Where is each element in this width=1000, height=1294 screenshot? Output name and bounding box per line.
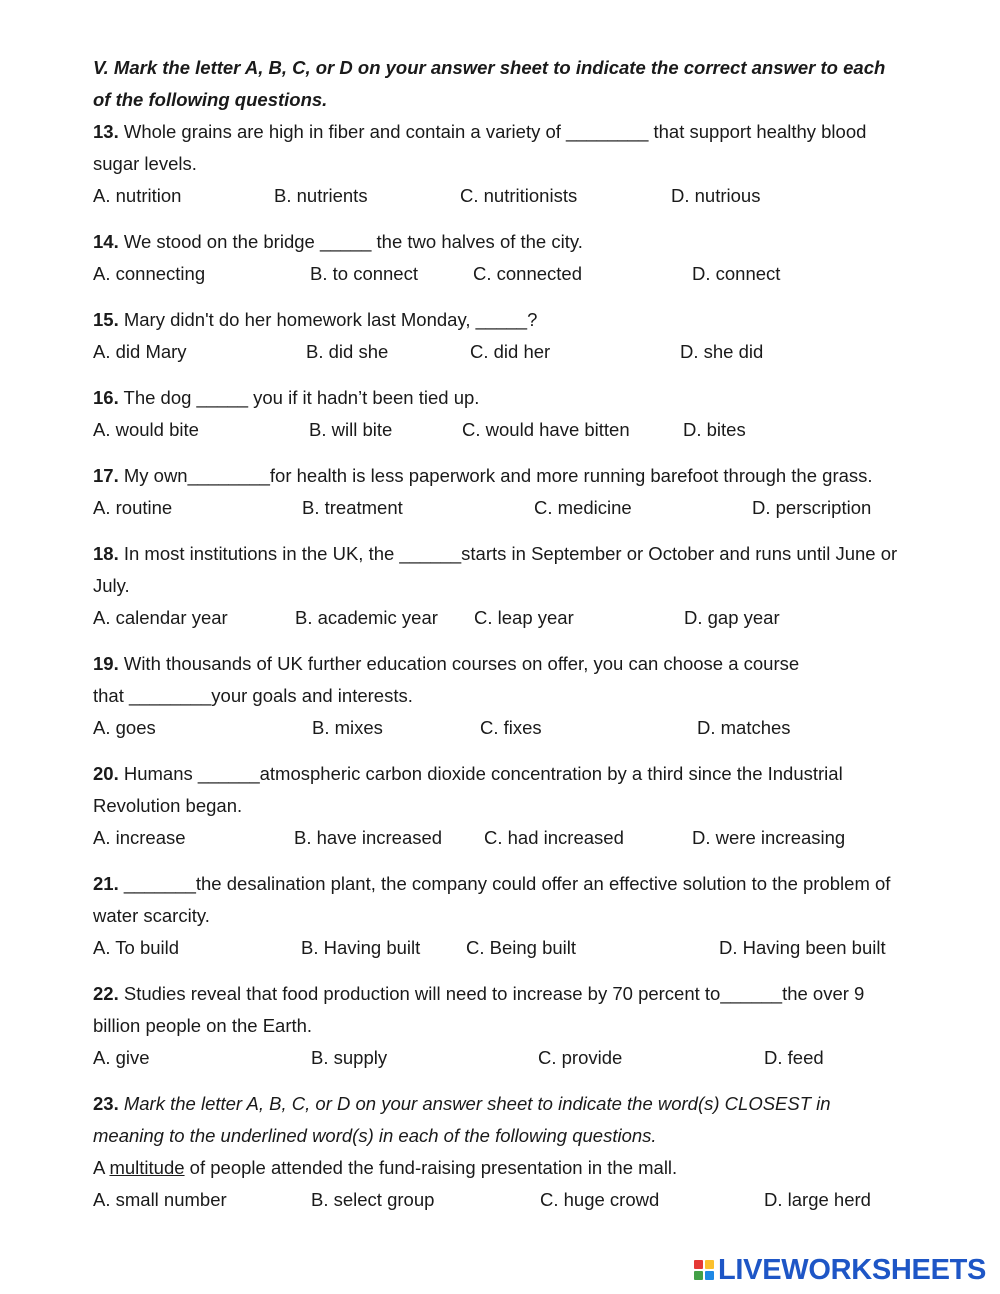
question-22 xyxy=(93,978,953,1074)
option-c[interactable]: C. connected xyxy=(473,263,583,284)
option-d[interactable]: D. large herd xyxy=(764,1189,871,1210)
option-a[interactable]: A. did Mary xyxy=(93,341,187,362)
question-text-line xyxy=(93,868,953,900)
question-text: We stood on the bridge _____ the two halves of the city. xyxy=(123,231,583,252)
question-18 xyxy=(93,538,953,634)
question-text-line: sugar levels. xyxy=(93,153,197,174)
question-text: The dog _____ you if it hadn’t been tied up. xyxy=(123,387,480,408)
option-c[interactable]: C. Being built xyxy=(466,937,577,958)
question-text-line xyxy=(93,758,953,790)
question-text-line xyxy=(93,648,953,680)
question-text: With thousands of UK further education courses on offer, you can choose a course xyxy=(123,653,800,674)
option-b[interactable]: B. will bite xyxy=(309,419,393,440)
option-d[interactable]: D. gap year xyxy=(684,607,780,628)
option-d[interactable]: D. perscription xyxy=(752,497,872,518)
question-text-line xyxy=(93,538,953,570)
option-d[interactable]: D. she did xyxy=(680,341,764,362)
option-a[interactable]: A. calendar year xyxy=(93,607,228,628)
option-d[interactable]: D. bites xyxy=(683,419,746,440)
option-b[interactable]: B. mixes xyxy=(312,717,383,738)
option-a[interactable]: A. goes xyxy=(93,717,156,738)
option-a[interactable]: A. routine xyxy=(93,497,173,518)
question-number: 20. xyxy=(93,763,119,784)
options-row xyxy=(93,180,953,212)
brand-name: LIVEWORKSHEETS xyxy=(718,1253,987,1286)
question-21 xyxy=(93,868,953,964)
option-d[interactable]: D. feed xyxy=(764,1047,824,1068)
question-text: Mary didn't do her homework last Monday, _____? xyxy=(123,309,538,330)
question-number: 15. xyxy=(93,309,119,330)
question-text-line: billion people on the Earth. xyxy=(93,1015,313,1036)
question-list xyxy=(93,116,953,1074)
option-b[interactable]: B. nutrients xyxy=(274,185,368,206)
options-row xyxy=(93,414,953,446)
option-c[interactable]: C. leap year xyxy=(474,607,574,628)
question-text-line: water scarcity. xyxy=(93,905,210,926)
logo-squares-icon xyxy=(694,1260,714,1280)
question-number: 21. xyxy=(93,873,119,894)
question-text-line xyxy=(93,382,953,414)
question-number: 18. xyxy=(93,543,119,564)
option-a[interactable]: A. nutrition xyxy=(93,185,182,206)
options-row xyxy=(93,1184,953,1216)
option-d[interactable]: D. were increasing xyxy=(692,827,846,848)
question-text-line xyxy=(93,226,953,258)
option-b[interactable]: B. academic year xyxy=(295,607,438,628)
option-d[interactable]: D. Having been built xyxy=(719,937,886,958)
options-row xyxy=(93,492,953,524)
underlined-word: multitude xyxy=(109,1157,185,1178)
option-d[interactable]: D. matches xyxy=(697,717,791,738)
section-instruction-line-1: V. Mark the letter A, B, C, or D on your answer sheet to indicate the correct answer to each xyxy=(93,57,886,78)
option-c[interactable]: C. had increased xyxy=(484,827,624,848)
question-number: 22. xyxy=(93,983,119,1004)
question-15 xyxy=(93,304,953,368)
option-b[interactable]: B. Having built xyxy=(301,937,421,958)
options-row xyxy=(93,1042,953,1074)
question-number: 16. xyxy=(93,387,119,408)
question-text-line: Revolution began. xyxy=(93,795,243,816)
question-19 xyxy=(93,648,953,744)
option-a[interactable]: A. would bite xyxy=(93,419,199,440)
question-23 xyxy=(93,1088,953,1216)
options-row xyxy=(93,822,953,854)
question-text: Humans ______atmospheric carbon dioxide concentration by a third since the Industrial xyxy=(123,763,843,784)
option-b[interactable]: B. to connect xyxy=(310,263,418,284)
question-17 xyxy=(93,460,953,524)
option-b[interactable]: B. supply xyxy=(311,1047,388,1068)
question-23-sentence: A multitude of people attended the fund-raising presentation in the mall. xyxy=(93,1157,678,1178)
options-row xyxy=(93,712,953,744)
question-16 xyxy=(93,382,953,446)
option-d[interactable]: D. nutrious xyxy=(671,185,761,206)
worksheet xyxy=(93,52,953,1216)
section-instruction-line-2: of the following questions. xyxy=(93,89,328,110)
option-b[interactable]: B. have increased xyxy=(294,827,443,848)
question-text: Studies reveal that food production will need to increase by 70 percent to______the over 9 xyxy=(123,983,865,1004)
question-20 xyxy=(93,758,953,854)
option-b[interactable]: B. treatment xyxy=(302,497,403,518)
question-23-instruction-2: meaning to the underlined word(s) in each of the following questions. xyxy=(93,1125,657,1146)
question-number: 13. xyxy=(93,121,119,142)
question-text-line: that ________your goals and interests. xyxy=(93,685,413,706)
option-c[interactable]: C. nutritionists xyxy=(460,185,578,206)
question-14 xyxy=(93,226,953,290)
question-number: 23. xyxy=(93,1093,119,1114)
option-c[interactable]: C. provide xyxy=(538,1047,623,1068)
option-b[interactable]: B. select group xyxy=(311,1189,435,1210)
liveworksheets-logo xyxy=(694,1254,986,1286)
options-row xyxy=(93,258,953,290)
option-d[interactable]: D. connect xyxy=(692,263,781,284)
question-number: 14. xyxy=(93,231,119,252)
question-13 xyxy=(93,116,953,212)
option-c[interactable]: C. medicine xyxy=(534,497,632,518)
question-text: Whole grains are high in fiber and contain a variety of ________ that support healthy blood xyxy=(123,121,867,142)
option-b[interactable]: B. did she xyxy=(306,341,389,362)
question-text: My own________for health is less paperwork and more running barefoot through the grass. xyxy=(123,465,873,486)
option-c[interactable]: C. would have bitten xyxy=(462,419,630,440)
option-a[interactable]: A. give xyxy=(93,1047,150,1068)
option-a[interactable]: A. increase xyxy=(93,827,186,848)
question-text-line xyxy=(93,304,953,336)
question-text-line xyxy=(93,978,953,1010)
option-c[interactable]: C. fixes xyxy=(480,717,542,738)
question-text: In most institutions in the UK, the ______starts in September or October and runs until June or xyxy=(123,543,898,564)
options-row xyxy=(93,336,953,368)
options-row xyxy=(93,602,953,634)
option-a[interactable]: A. small number xyxy=(93,1189,227,1210)
question-text-line xyxy=(93,116,953,148)
option-c[interactable]: C. huge crowd xyxy=(540,1189,660,1210)
option-a[interactable]: A. connecting xyxy=(93,263,206,284)
question-text-line: July. xyxy=(93,575,130,596)
question-number: 17. xyxy=(93,465,119,486)
option-a[interactable]: A. To build xyxy=(93,937,180,958)
options-row xyxy=(93,932,953,964)
question-number: 19. xyxy=(93,653,119,674)
question-text-line xyxy=(93,460,953,492)
option-c[interactable]: C. did her xyxy=(470,341,551,362)
question-23-instruction-1: Mark the letter A, B, C, or D on your answer sheet to indicate the word(s) CLOSEST in xyxy=(123,1093,831,1114)
question-text: _______the desalination plant, the company could offer an effective solution to the problem of xyxy=(123,873,891,894)
